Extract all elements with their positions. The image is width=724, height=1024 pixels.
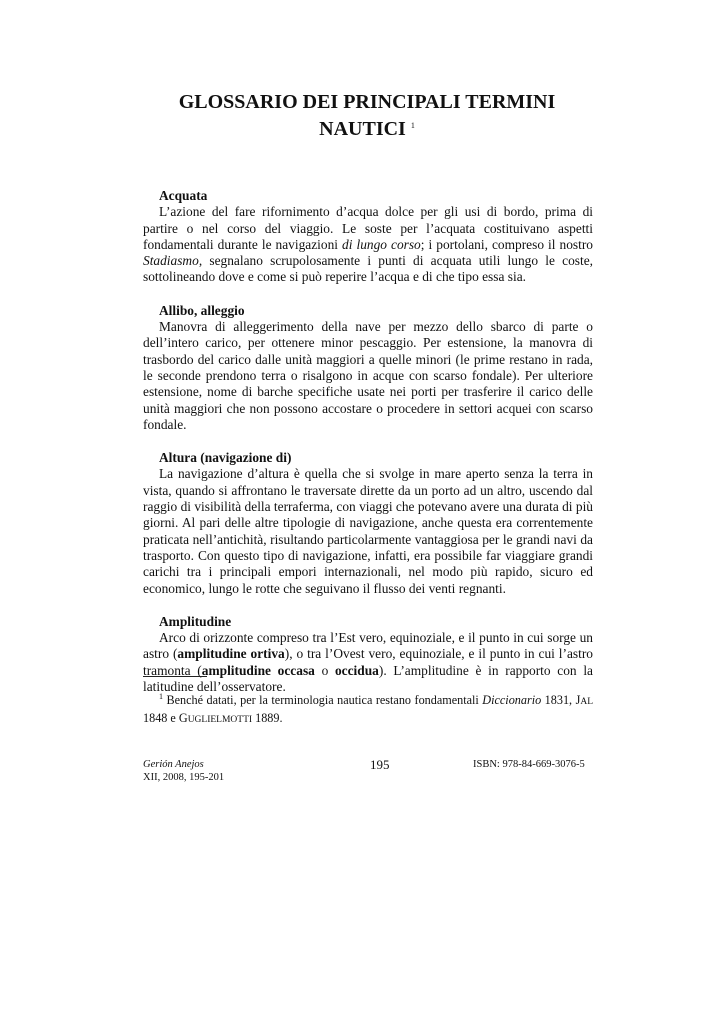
text-run: Benché datati, per la terminologia nautica restano fondamentali <box>163 693 483 708</box>
title-footnote-ref[interactable]: 1 <box>410 121 415 130</box>
text-run: ), o tra l’Ovest vero, equinoziale, e il punto in cui l’astro tramonta ( <box>143 646 594 678</box>
glossary-entry-acquata <box>143 188 593 286</box>
page-number: 195 <box>370 757 390 772</box>
footer-isbn: ISBN: 978-84-669-3076-5 <box>473 759 585 770</box>
italic-run: Stadiasmo <box>143 253 199 269</box>
title-line-2 <box>0 114 724 141</box>
footnote-divider <box>143 676 207 677</box>
entry-text: Manovra di alleggerimento della nave per mezzo dello sbarco di parte o dell’intero carico, per ottenere minor pescaggio. Per estensione, la manovra di trasbordo del carico dalle unità maggiori a quelle minori (le prime restano in rada, le seconde prendono terra o risalgono in acque con scarso fondale). Per ulteriore estensione, nome di barche specifiche usate nei porti per trasferire il carico delle unità maggiori che non possono accostare o procedere in settori acquei con scarso fondale. <box>143 319 593 432</box>
glossary-body <box>143 183 593 712</box>
smallcaps-run: UGLIELMOTTI <box>187 714 253 725</box>
glossary-entry-allibo <box>143 303 593 433</box>
text-run: Arco di orizzonte compreso tra l’Est vero, equinoziale, e il punto in cui sorge un astro ( <box>143 630 593 662</box>
entry-term: Allibo, alleggio <box>159 302 245 318</box>
footnote-number: 1 <box>159 692 163 701</box>
title-line-1: GLOSSARIO DEI PRINCIPALI TERMINI <box>178 91 556 113</box>
page-title <box>0 90 724 141</box>
smallcaps-run: AL <box>580 697 593 708</box>
glossary-entry-altura <box>143 450 593 597</box>
entry-text <box>143 204 593 285</box>
italic-run: di lungo corso <box>342 236 421 252</box>
glossary-entry-amplitudine <box>143 614 593 695</box>
text-run: 1831, J <box>541 693 581 708</box>
text-run: o <box>314 662 335 678</box>
entry-text <box>143 630 593 695</box>
text-run: 1889. <box>252 710 283 725</box>
bold-run: occidua <box>334 662 379 678</box>
bold-run: amplitudine ortiva <box>177 646 285 662</box>
title-line-2-text: NAUTICI <box>319 118 406 140</box>
footer-journal-info <box>143 758 224 784</box>
entry-term: Acquata <box>159 188 208 203</box>
bold-run: amplitudine occasa <box>201 662 315 678</box>
footer-volume: XII, 2008, 195-201 <box>143 772 225 783</box>
text-run: L’azione del fare rifornimento d’acqua dolce per gli usi di bordo, prima di partire o nel corso del viaggio. Le soste per l’acquata costituivano aspetti fondamentali durante le navigazioni <box>143 204 593 252</box>
footnote <box>143 689 593 728</box>
entry-term: Amplitudine <box>159 613 232 629</box>
text-run: ; i portolani, compreso il nostro <box>420 236 593 252</box>
footer-journal: Gerión Anejos <box>143 759 204 770</box>
text-run: ). L’amplitudine è in rapporto con la latitudine dell’osservatore. <box>143 662 593 695</box>
text-run: 1848 e G <box>143 710 188 725</box>
entry-text: La navigazione d’altura è quella che si svolge in mare aperto senza la terra in vista, quando si affrontano le traversate dirette da un porto ad un altro, uscendo dal raggio di visibilità della terraferma, con viaggi che potevano avere una durata di più giorni. Al pari delle altre tipologie di navigazione, anche questa era correntemente praticata nell’antichità, risultando particolarmente vantaggiosa per le grandi navi da trasporto. Con questo tipo di navigazione, infatti, era possibile far viaggiare grandi carichi tra i principali empori internazionali, nel modo più rapido, sicuro ed economico, lungo le rotte che seguivano il flusso dei venti regnanti. <box>143 466 593 596</box>
text-run: , segnalano scrupolosamente i punti di acquata utili lungo le coste, sottolineando dove e come si può reperire l’acqua e di che tipo essa sia. <box>143 253 593 285</box>
italic-run: Diccionario <box>482 693 542 708</box>
entry-term: Altura (navigazione di) <box>159 450 292 466</box>
